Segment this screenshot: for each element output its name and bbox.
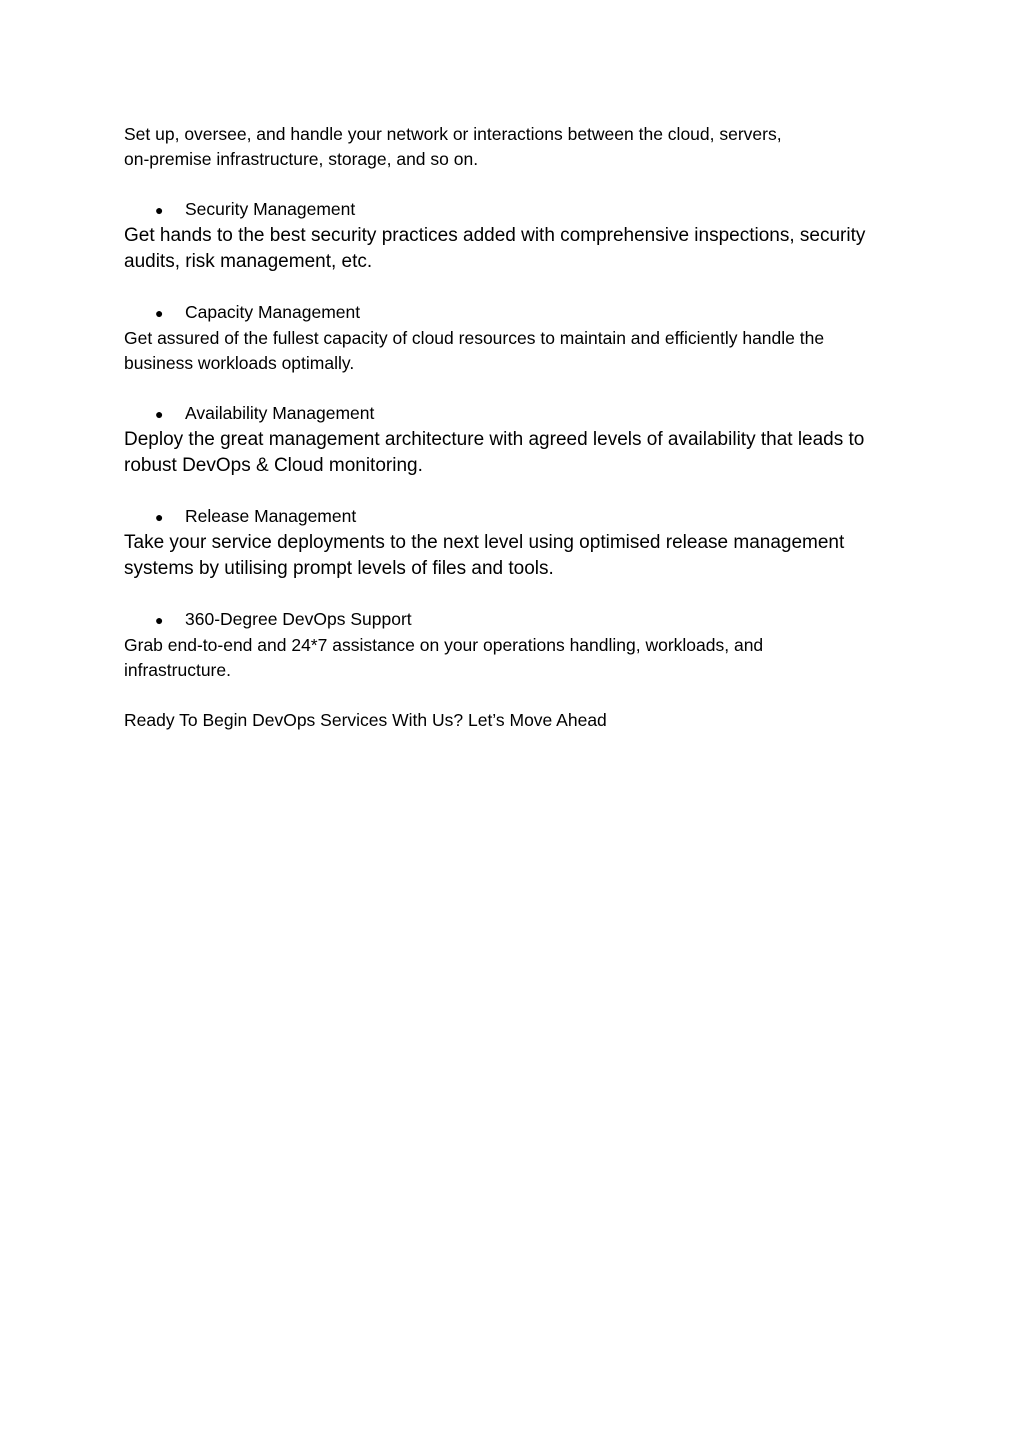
intro-paragraph <box>124 122 914 172</box>
description-line: infrastructure. <box>124 660 231 680</box>
security-management-description <box>124 223 914 275</box>
availability-management-description <box>124 427 914 479</box>
intro-line-2: on-premise infrastructure, storage, and so on. <box>124 149 479 169</box>
intro-line-1: Set up, oversee, and handle your network or interactions between the cloud, servers, <box>124 124 782 144</box>
spacer <box>124 376 914 401</box>
description-line: audits, risk management, etc. <box>124 251 373 272</box>
bullet-item-availability-management <box>124 401 914 427</box>
document-page <box>124 122 914 733</box>
description-line: systems by utilising prompt levels of files and tools. <box>124 558 554 579</box>
description-line: business workloads optimally. <box>124 353 355 373</box>
bullet-item-release-management <box>124 504 914 530</box>
closing-call-to-action: Ready To Begin DevOps Services With Us? Let’s Move Ahead <box>124 710 607 730</box>
devops-support-description <box>124 633 914 683</box>
bullet-icon: ● <box>155 612 164 628</box>
bullet-icon: ● <box>155 305 164 321</box>
description-line: Get hands to the best security practices added with comprehensive inspections, security <box>124 225 866 246</box>
description-line: Deploy the great management architecture with agreed levels of availability that leads to <box>124 429 865 450</box>
spacer <box>124 275 914 300</box>
bullet-label: Release Management <box>185 506 357 526</box>
bullet-item-devops-support <box>124 607 914 633</box>
spacer <box>124 582 914 607</box>
bullet-label: Availability Management <box>185 403 375 423</box>
description-line: robust DevOps & Cloud monitoring. <box>124 455 423 476</box>
bullet-icon: ● <box>155 202 164 218</box>
bullet-label: Security Management <box>185 199 356 219</box>
description-line: Get assured of the fullest capacity of cloud resources to maintain and efficiently handle the <box>124 328 825 348</box>
spacer <box>124 683 914 708</box>
release-management-description <box>124 530 914 582</box>
bullet-item-capacity-management <box>124 300 914 326</box>
bullet-label: Capacity Management <box>185 302 361 322</box>
bullet-label: 360-Degree DevOps Support <box>185 609 412 629</box>
capacity-management-description <box>124 326 914 376</box>
description-line: Take your service deployments to the next level using optimised release management <box>124 532 845 553</box>
bullet-icon: ● <box>155 406 164 422</box>
bullet-item-security-management <box>124 197 914 223</box>
spacer <box>124 172 914 197</box>
description-line: Grab end-to-end and 24*7 assistance on your operations handling, workloads, and <box>124 635 764 655</box>
spacer <box>124 479 914 504</box>
bullet-icon: ● <box>155 509 164 525</box>
